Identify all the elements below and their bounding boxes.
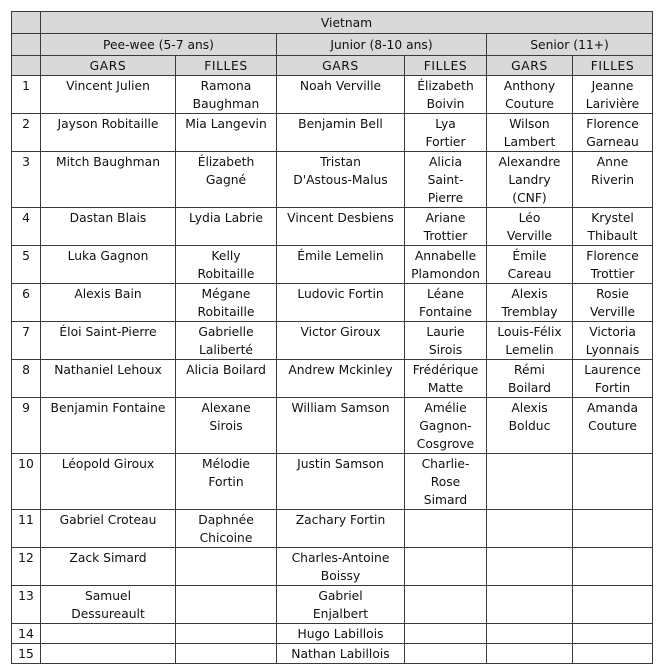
name-cell [573,548,653,586]
name-cell [277,208,405,246]
name-line: Amélie [424,401,467,415]
name-cell [277,322,405,360]
name-line: Hugo Labillois [297,627,384,641]
name-cell [176,644,277,664]
gender-header: FILLES [405,56,487,76]
name-cell [41,548,176,586]
name-cell [277,360,405,398]
table-row [12,454,653,510]
name-line: Saint- [427,173,464,187]
name-line: Émile [512,249,547,263]
name-cell [573,510,653,548]
name-line: Ludovic Fortin [297,287,384,301]
roster-body [12,76,653,664]
name-cell [277,398,405,454]
row-number: 15 [12,644,41,664]
name-cell [176,454,277,510]
name-line: Fortier [425,135,466,149]
name-line: Landry [508,173,551,187]
table-row [12,322,653,360]
name-line: Gabriel Croteau [59,513,157,527]
name-line: Alexis [511,401,548,415]
name-line: Laurie [426,325,465,339]
name-line: Gabriel [318,589,363,603]
table-row [12,510,653,548]
name-cell [176,322,277,360]
name-line: Louis-Félix [497,325,562,339]
name-cell [277,624,405,644]
name-cell [41,398,176,454]
name-line: Trottier [423,229,468,243]
name-cell [487,114,573,152]
name-cell [405,586,487,624]
name-cell [176,360,277,398]
table-row [12,152,653,208]
name-line: Nathan Labillois [291,647,390,661]
name-cell [487,208,573,246]
name-cell [41,510,176,548]
name-line: Élizabeth [417,79,474,93]
table-row [12,76,653,114]
name-line: Boissy [320,569,361,583]
name-line: Boilard [508,381,551,395]
name-line: Simard [423,493,468,507]
name-line: Frédérique [412,363,479,377]
name-line: Annabelle [414,249,477,263]
name-cell [573,284,653,322]
gender-header: GARS [487,56,573,76]
name-line: Daphnée [198,513,254,527]
gender-header: FILLES [176,56,277,76]
name-line: Zack Simard [69,551,147,565]
name-cell [573,586,653,624]
table-title: Vietnam [41,12,653,34]
name-line: Ramona [200,79,252,93]
table-row [12,360,653,398]
gender-header: GARS [41,56,176,76]
name-cell [176,586,277,624]
table-row [12,208,653,246]
name-line: Samuel [84,589,132,603]
name-cell [41,284,176,322]
name-line: Mégane [201,287,251,301]
name-line: Gabrielle [198,325,254,339]
table-row [12,644,653,664]
name-cell [405,322,487,360]
roster-sheet [11,11,653,664]
row-number: 6 [12,284,41,322]
name-line: Alexandre [498,155,561,169]
name-line: Éloi Saint-Pierre [59,325,157,339]
name-line: Sirois [428,343,463,357]
name-cell [277,246,405,284]
name-line: Zachary Fortin [295,513,386,527]
name-line: Pierre [427,191,464,205]
name-line: Léo [518,211,541,225]
name-line: Thibault [587,229,638,243]
name-cell [573,398,653,454]
name-line: Anne [596,155,629,169]
name-cell [487,624,573,644]
name-line: Krystel [591,211,634,225]
name-cell [41,322,176,360]
name-line: Ariane [425,211,466,225]
name-line: Larivière [585,97,640,111]
name-line: Mélodie [202,457,250,471]
name-line: Tremblay [501,305,558,319]
name-cell [405,644,487,664]
group-header-senior: Senior (11+) [487,34,653,56]
name-line: Verville [506,229,553,243]
name-line: Lya [435,117,456,131]
name-line: Andrew Mckinley [288,363,393,377]
name-cell [41,586,176,624]
table-row [12,624,653,644]
row-number: 11 [12,510,41,548]
gender-header: FILLES [573,56,653,76]
name-line: Gagnon- [419,419,472,433]
name-line: Alexis [511,287,548,301]
row-number: 3 [12,152,41,208]
name-cell [405,398,487,454]
name-cell [573,322,653,360]
name-line: Charles-Antoine [291,551,390,565]
name-cell [176,510,277,548]
name-line: Élizabeth [197,155,255,169]
group-header-peewee: Pee-wee (5-7 ans) [41,34,277,56]
name-cell [487,398,573,454]
name-line: Alexis Bain [74,287,142,301]
name-cell [405,454,487,510]
name-cell [277,152,405,208]
name-line: Léopold Giroux [61,457,155,471]
corner-cell [12,12,41,34]
name-cell [573,76,653,114]
name-line: Verville [589,305,636,319]
name-cell [277,76,405,114]
name-line: Laurence [584,363,641,377]
name-cell [573,246,653,284]
name-line: Victor Giroux [300,325,381,339]
name-cell [573,360,653,398]
table-row [12,284,653,322]
name-line: Enjalbert [312,607,369,621]
name-line: Lyonnais [585,343,640,357]
name-line: Couture [505,97,554,111]
name-cell [487,510,573,548]
name-cell [487,152,573,208]
name-line: Jayson Robitaille [57,117,159,131]
name-line: Lemelin [505,343,554,357]
name-line: Cosgrove [416,437,475,451]
name-cell [405,510,487,548]
name-cell [176,246,277,284]
row-number: 10 [12,454,41,510]
name-line: Careau [507,267,552,281]
name-cell [176,398,277,454]
name-line: Justin Samson [297,457,384,471]
name-cell [487,360,573,398]
name-cell [277,114,405,152]
name-cell [176,208,277,246]
name-cell [487,548,573,586]
name-cell [573,114,653,152]
name-line: Matte [427,381,464,395]
row-number: 7 [12,322,41,360]
name-cell [277,510,405,548]
name-line: Garneau [586,135,639,149]
name-line: (CNF) [512,191,547,205]
name-cell [405,208,487,246]
name-cell [41,208,176,246]
name-cell [41,454,176,510]
name-cell [487,76,573,114]
name-line: Rémi [514,363,545,377]
name-line: Sirois [209,419,243,433]
name-cell [277,586,405,624]
name-line: Rosie [596,287,629,301]
name-line: Émile Lemelin [297,249,384,263]
table-row [12,246,653,284]
name-cell [487,586,573,624]
name-line: Mia Langevin [185,117,267,131]
corner-cell [12,56,41,76]
name-line: Léane [426,287,465,301]
name-line: Robitaille [197,305,255,319]
name-line: Plamondon [411,267,480,281]
name-line: Laliberté [198,343,254,357]
table-row [12,114,653,152]
name-cell [405,284,487,322]
row-number: 14 [12,624,41,644]
name-line: Boivin [426,97,465,111]
name-cell [277,548,405,586]
row-number: 5 [12,246,41,284]
name-cell [176,548,277,586]
gender-header: GARS [277,56,405,76]
name-line: Couture [588,419,637,433]
name-cell [176,284,277,322]
table-row [12,548,653,586]
name-line: Florence [586,249,639,263]
name-line: Alicia [429,155,462,169]
name-cell [41,624,176,644]
name-cell [487,644,573,664]
row-number: 4 [12,208,41,246]
name-cell [573,624,653,644]
name-line: Mitch Baughman [56,155,160,169]
name-line: Bolduc [508,419,551,433]
name-line: Dessureault [71,607,145,621]
name-cell [573,208,653,246]
name-line: Jeanne [591,79,634,93]
name-cell [487,246,573,284]
name-line: Benjamin Bell [298,117,383,131]
name-line: Chicoine [199,531,253,545]
group-header-junior: Junior (8-10 ans) [277,34,487,56]
name-cell [573,644,653,664]
name-line: Benjamin Fontaine [50,401,166,415]
name-line: Tristan [320,155,361,169]
name-cell [277,644,405,664]
name-line: Fontaine [418,305,473,319]
table-row [12,586,653,624]
name-cell [176,76,277,114]
name-line: Dastan Blais [69,211,147,225]
name-line: Charlie- [421,457,470,471]
name-line: Vincent Desbiens [287,211,394,225]
name-line: Alexane [201,401,251,415]
corner-cell [12,34,41,56]
row-number: 2 [12,114,41,152]
name-line: Fortin [208,475,244,489]
name-cell [41,76,176,114]
name-line: Robitaille [197,267,255,281]
name-line: Trottier [590,267,635,281]
name-line: William Samson [291,401,390,415]
name-line: Nathaniel Lehoux [54,363,162,377]
name-line: Riverin [590,173,635,187]
name-line: Gagné [205,173,247,187]
name-line: D'Astous-Malus [293,173,388,187]
name-cell [405,152,487,208]
name-line: Amanda [586,401,639,415]
name-cell [41,360,176,398]
name-cell [405,624,487,644]
name-cell [277,454,405,510]
name-cell [487,322,573,360]
name-cell [487,454,573,510]
name-cell [41,114,176,152]
row-number: 1 [12,76,41,114]
name-cell [41,246,176,284]
name-cell [176,114,277,152]
name-cell [487,284,573,322]
row-number: 13 [12,586,41,624]
name-cell [573,454,653,510]
name-line: Vincent Julien [66,79,150,93]
name-cell [405,360,487,398]
name-line: Florence [586,117,639,131]
name-line: Kelly [211,249,241,263]
name-line: Noah Verville [299,79,382,93]
name-line: Baughman [192,97,260,111]
name-cell [277,284,405,322]
name-cell [573,152,653,208]
name-cell [405,548,487,586]
name-line: Alicia Boilard [186,363,266,377]
name-line: Wilson [509,117,550,131]
name-cell [176,152,277,208]
name-cell [405,76,487,114]
roster-table [11,11,653,664]
name-line: Luka Gagnon [67,249,149,263]
name-line: Anthony [503,79,556,93]
name-line: Lydia Labrie [189,211,263,225]
name-cell [405,246,487,284]
name-line: Fortin [594,381,631,395]
name-line: Rose [430,475,461,489]
name-cell [405,114,487,152]
name-line: Lambert [503,135,556,149]
row-number: 12 [12,548,41,586]
row-number: 9 [12,398,41,454]
name-cell [41,644,176,664]
name-cell [41,152,176,208]
row-number: 8 [12,360,41,398]
table-row [12,398,653,454]
name-line: Victoria [589,325,636,339]
name-cell [176,624,277,644]
